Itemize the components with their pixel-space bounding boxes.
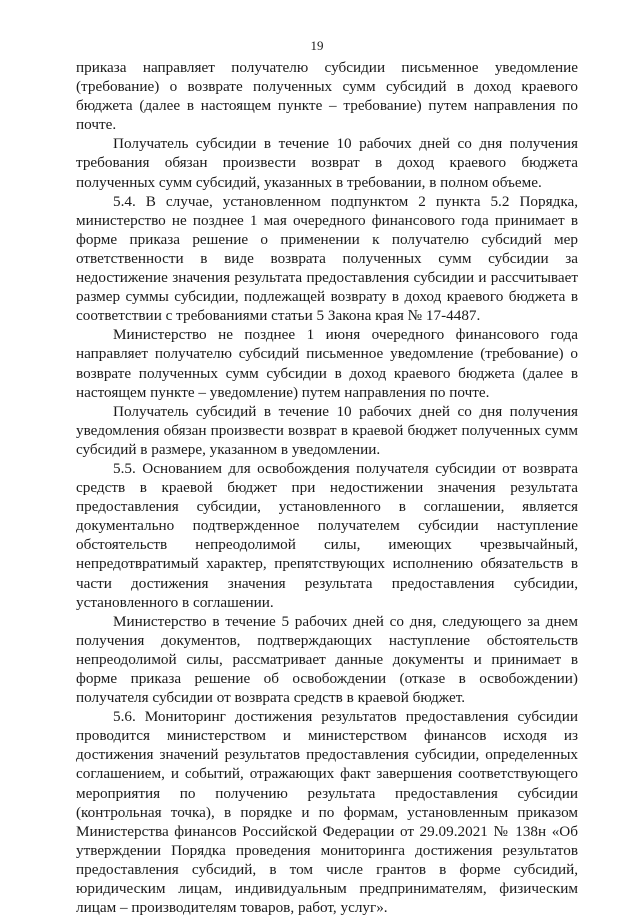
paragraph: 5.5. Основанием для освобождения получателя субсидии от возврата средств в краевой бюджет при недостижении значения результата предоставления субсидии, установленного в соглашении, является документально подтвержденное получателем субсидии наступление обстоятельств непреодолимой силы, имеющих чрезвычайный, непредотвратимый характер, препятствующих исполнению обязательств в части достижения значения результата предоставления субсидии, установленного в соглашении. xyxy=(76,459,578,611)
paragraph: Получатель субсидий в течение 10 рабочих дней со дня получения уведомления обязан произвести возврат в краевой бюджет полученных сумм субсидий в размере, указанном в уведомлении. xyxy=(76,402,578,458)
document-body xyxy=(76,58,578,917)
paragraph: Министерство не позднее 1 июня очередного финансового года направляет получателю субсидий письменное уведомление (требование) о возврате полученных сумм субсидии в доход краевого бюджета (далее в настоящем пункте – уведомление) путем направления по почте. xyxy=(76,326,578,401)
paragraph: приказа направляет получателю субсидии письменное уведомление (требование) о возврате полученных сумм субсидий в доход краевого бюджета (далее в настоящем пункте – требование) путем направления по почте. xyxy=(76,59,578,134)
page-number: 19 xyxy=(310,38,324,53)
paragraph: 5.6. Мониторинг достижения результатов предоставления субсидии проводится министерством и министерством финансов исходя из достижения значений результатов предоставления субсидии, определенных соглашением, и событий, отражающих факт завершения соответствующего мероприятия по получению результата предоставления субсидии (контрольная точка), в порядке и по формам, установленным приказом Министерства финансов Российской Федерации от 29.09.2021 № 138н «Об утверждении Порядка проведения мониторинга достижения результатов предоставления субсидий, в том числе грантов в форме субсидий, юридическим лицам, индивидуальным предпринимателям, физическим лицам – производителям товаров, работ, услуг». xyxy=(76,708,578,917)
paragraph: Министерство в течение 5 рабочих дней со дня, следующего за днем получения документов, подтверждающих наступление обстоятельств непреодолимой силы, рассматривает данные документы и принимает в форме приказа решение об освобождении (отказе в освобождении) получателя субсидии от возврата средств в краевой бюджет. xyxy=(76,612,578,707)
paragraph: 5.4. В случае, установленном подпунктом 2 пункта 5.2 Порядка, министерство не позднее 1 мая очередного финансового года принимает в форме приказа решение о применении к получателю субсидий мер ответственности в виде возврата полученных сумм субсидии за недостижение значения результата предоставления субсидии и рассчитывает размер суммы субсидии, подлежащей возврату в доход краевого бюджета в соответствии с требованиями статьи 5 Закона края № 17-4487. xyxy=(76,192,578,325)
paragraph: Получатель субсидии в течение 10 рабочих дней со дня получения требования обязан произвести возврат в доход краевого бюджета полученных сумм субсидий, указанных в требовании, в полном объеме. xyxy=(76,135,578,191)
